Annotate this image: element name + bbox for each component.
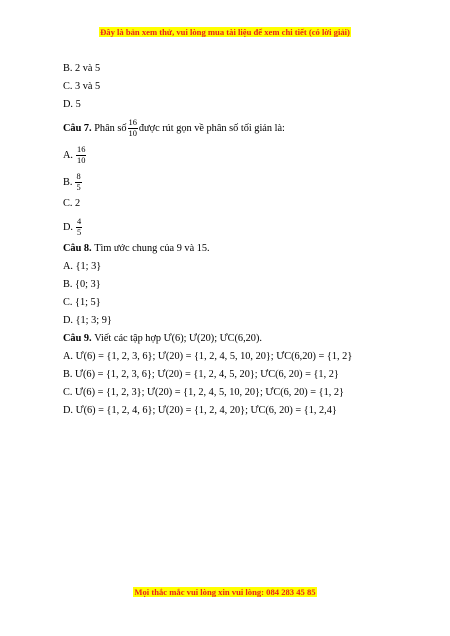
question-text: Tìm ước chung của 9 và 15. bbox=[94, 243, 210, 254]
fraction-denominator: 10 bbox=[77, 155, 86, 165]
question-7 bbox=[63, 116, 403, 140]
answer-option: D. Ư(6) = {1, 2, 4, 6}; Ư(20) = {1, 2, 4, 20}; ƯC(6, 20) = {1, 2,4} bbox=[63, 405, 337, 416]
fraction-numerator: 16 bbox=[77, 144, 86, 154]
answer-option: C. 3 và 5 bbox=[63, 81, 101, 92]
fraction-denominator: 5 bbox=[77, 227, 82, 237]
question-9 bbox=[63, 332, 403, 345]
answer-option: C. {1; 5} bbox=[63, 297, 101, 308]
preview-notice-banner bbox=[0, 27, 450, 37]
fraction-denominator: 10 bbox=[128, 128, 137, 138]
answer-option: C. Ư(6) = {1, 2, 3}; Ư(20) = {1, 2, 4, 5, 10, 20}; ƯC(6, 20) = {1, 2} bbox=[63, 387, 344, 398]
answer-option: B. Ư(6) = {1, 2, 3, 6}; Ư(20) = {1, 2, 4, 5, 20}; ƯC(6, 20) = {1, 2} bbox=[63, 369, 339, 380]
answer-option bbox=[63, 143, 403, 167]
question-8 bbox=[63, 242, 403, 255]
document-content bbox=[63, 62, 403, 422]
answer-option: B. 2 và 5 bbox=[63, 63, 101, 74]
fraction bbox=[75, 172, 81, 193]
fraction-numerator: 16 bbox=[128, 117, 137, 127]
answer-option: D. 5 bbox=[63, 99, 81, 110]
answer-option bbox=[63, 215, 403, 239]
answer-option: B. {0; 3} bbox=[63, 279, 101, 290]
answer-option: A. Ư(6) = {1, 2, 3, 6}; Ư(20) = {1, 2, 4, 5, 10, 20}; ƯC(6,20) = {1, 2} bbox=[63, 351, 353, 362]
option-label: D. bbox=[63, 221, 74, 233]
question-text: Phân số bbox=[94, 122, 127, 134]
fraction bbox=[128, 118, 138, 139]
preview-notice-text: Đây là bản xem thử, vui lòng mua tài liệu để xem chi tiết (có lời giải) bbox=[100, 27, 350, 37]
fraction-numerator: 4 bbox=[77, 216, 82, 226]
fraction bbox=[76, 145, 86, 166]
contact-notice-banner bbox=[0, 587, 450, 597]
answer-option: C. 2 bbox=[63, 198, 81, 209]
contact-notice-text: Mọi thắc mắc vui lòng xin vui lòng: 084 283 45 85 bbox=[134, 587, 316, 597]
option-label: B. bbox=[63, 176, 73, 188]
fraction-denominator: 5 bbox=[76, 182, 81, 192]
question-text: Viết các tập hợp Ư(6); Ư(20); ƯC(6,20). bbox=[94, 333, 262, 344]
question-label: Câu 7. bbox=[63, 122, 92, 134]
answer-option bbox=[63, 170, 403, 194]
fraction bbox=[76, 217, 82, 238]
question-label: Câu 9. bbox=[63, 333, 92, 344]
fraction-numerator: 8 bbox=[76, 171, 81, 181]
question-label: Câu 8. bbox=[63, 243, 92, 254]
question-text: được rút gọn về phân số tối giản là: bbox=[138, 122, 285, 134]
answer-option: D. {1; 3; 9} bbox=[63, 315, 112, 326]
option-label: A. bbox=[63, 149, 74, 161]
answer-option: A. {1; 3} bbox=[63, 261, 102, 272]
